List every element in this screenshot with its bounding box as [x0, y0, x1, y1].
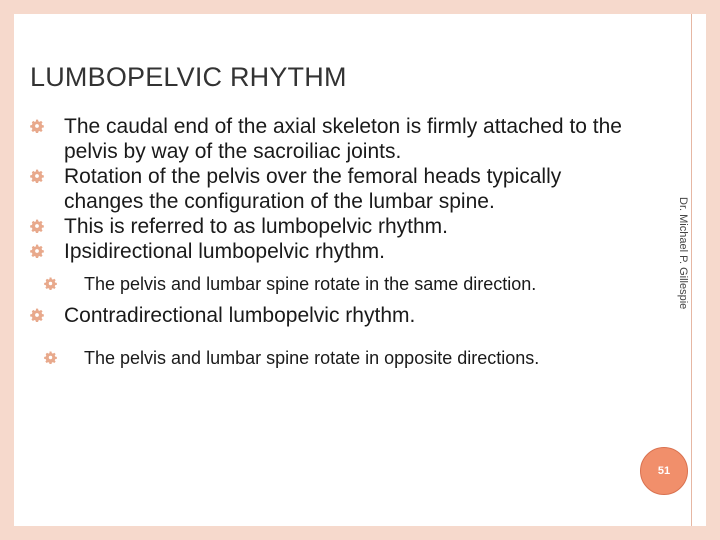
page-number: 51	[657, 465, 671, 477]
bullet-text: Ipsidirectional lumbopelvic rhythm.	[64, 240, 385, 263]
bullet-item	[30, 214, 640, 239]
bullet-item	[30, 164, 640, 214]
bullet-item	[30, 303, 640, 328]
slide-content	[30, 114, 640, 370]
sub-bullet-text: The pelvis and lumbar spine rotate in the same direction.	[84, 274, 537, 294]
sub-bullet-item	[30, 272, 640, 296]
slide-edge-divider	[691, 14, 692, 526]
gear-bullet-icon	[30, 219, 44, 233]
bullet-text: This is referred to as lumbopelvic rhythm.	[64, 215, 448, 238]
gear-bullet-icon	[30, 169, 44, 183]
author-side-label	[675, 190, 691, 316]
sub-bullet-item	[30, 346, 640, 370]
sub-bullet-text: The pelvis and lumbar spine rotate in opposite directions.	[84, 348, 540, 368]
bullet-item	[30, 239, 640, 264]
slide-title: LUMBOPELVIC RHYTHM	[30, 62, 347, 92]
author-name: Dr. Michael P. Gillespie	[677, 196, 689, 310]
gear-bullet-icon	[30, 119, 44, 133]
page-number-badge	[640, 447, 688, 495]
bullet-item	[30, 114, 640, 164]
bullet-text: Contradirectional lumbopelvic rhythm.	[64, 304, 416, 327]
bullet-text: Rotation of the pelvis over the femoral heads typically changes the configuration of the lumbar spine.	[64, 165, 562, 213]
gear-bullet-icon	[44, 277, 57, 290]
gear-bullet-icon	[44, 351, 57, 364]
gear-bullet-icon	[30, 244, 44, 258]
gear-bullet-icon	[30, 308, 44, 322]
bullet-text: The caudal end of the axial skeleton is firmly attached to the pelvis by way of the sacroiliac joints.	[64, 115, 622, 163]
